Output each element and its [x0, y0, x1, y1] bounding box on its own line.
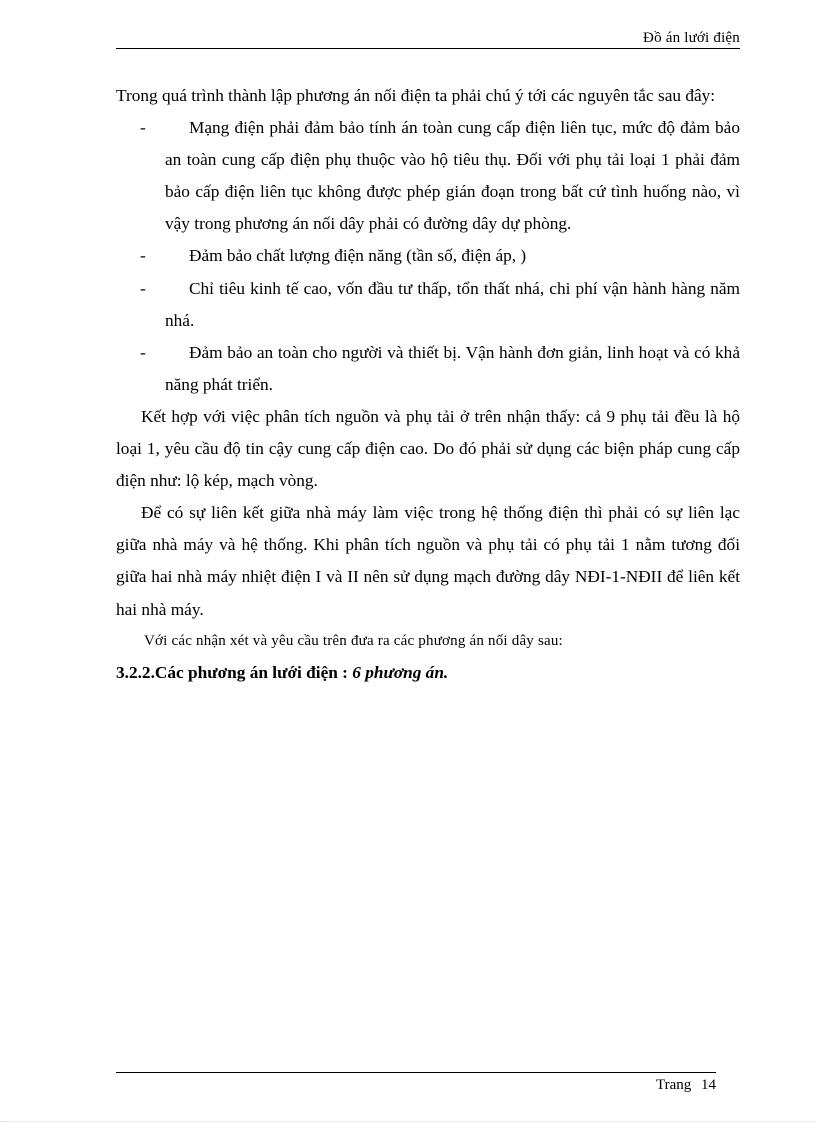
bullet-dash: - — [140, 278, 146, 298]
bullet-dash: - — [140, 118, 146, 138]
list-item-text: Đảm bảo chất lượng điện năng (tần số, điện áp, ) — [189, 246, 527, 266]
page-number: 14 — [701, 1077, 716, 1093]
bullet-dash: - — [140, 246, 146, 266]
principles-list — [116, 112, 740, 401]
list-item — [116, 112, 740, 240]
analysis-paragraph: Kết hợp với việc phân tích nguồn và phụ tải ở trên nhận thấy: cả 9 phụ tải đều là hộ loại 1, yêu cầu độ tin cậy cung cấp điện cao. Do đó phải sử dụng các biện pháp cung cấp điện như: lộ kép, mạch vòng. — [116, 406, 740, 491]
section-heading-text: 3.2.2.Các phương án lưới điện : — [116, 662, 353, 682]
page-number-footer — [656, 1077, 716, 1094]
list-item-text: Chỉ tiêu kinh tế cao, vốn đầu tư thấp, tổn thất nhá, chi phí vận hành hàng năm nhá. — [165, 278, 740, 330]
options-intro-paragraph: Với các nhận xét và yêu cầu trên đưa ra các phương án nối dây sau: — [144, 632, 563, 649]
footer-divider — [116, 1072, 716, 1073]
bullet-dash: - — [140, 342, 146, 362]
interconnection-paragraph: Để có sự liên kết giữa nhà máy làm việc trong hệ thống điện thì phải có sự liên lạc giữa nhà máy và hệ thống. Khi phân tích nguồn và phụ tải có phụ tải 1 nằm tương đối giữa hai nhà máy nhiệt điện I và II nên sử dụng mạch đường dây NĐI-1-NĐII để liên kết hai nhà máy. — [116, 503, 740, 619]
intro-paragraph: Trong quá trình thành lập phương án nối điện ta phải chú ý tới các nguyên tắc sau đây: — [116, 86, 716, 105]
document-body — [116, 80, 740, 689]
section-heading-emphasis: 6 phương án. — [352, 662, 449, 682]
page-label: Trang — [655, 1077, 692, 1093]
header-title: Đồ án lưới điện — [643, 30, 740, 46]
list-item-text: Mạng điện phải đảm bảo tính án toàn cung cấp điện liên tục, mức độ đảm bảo an toàn cung cấp điện phụ thuộc vào hộ tiêu thụ. Đối với phụ tải loại 1 phải đảm bảo cấp điện liên tục không được phép gián đoạn trong bất cứ tình huống nào, vì vậy trong phương án nối dây phải có đường dây dự phòng. — [165, 118, 740, 234]
page-edge-dotted-line — [0, 1121, 816, 1122]
list-item-text: Đảm bảo an toàn cho người và thiết bị. Vận hành đơn giản, linh hoạt và có khả năng phát triển. — [165, 342, 740, 394]
list-item — [116, 273, 740, 337]
list-item — [116, 337, 740, 401]
list-item — [116, 240, 740, 272]
section-heading — [116, 657, 740, 689]
header-divider — [116, 48, 740, 49]
